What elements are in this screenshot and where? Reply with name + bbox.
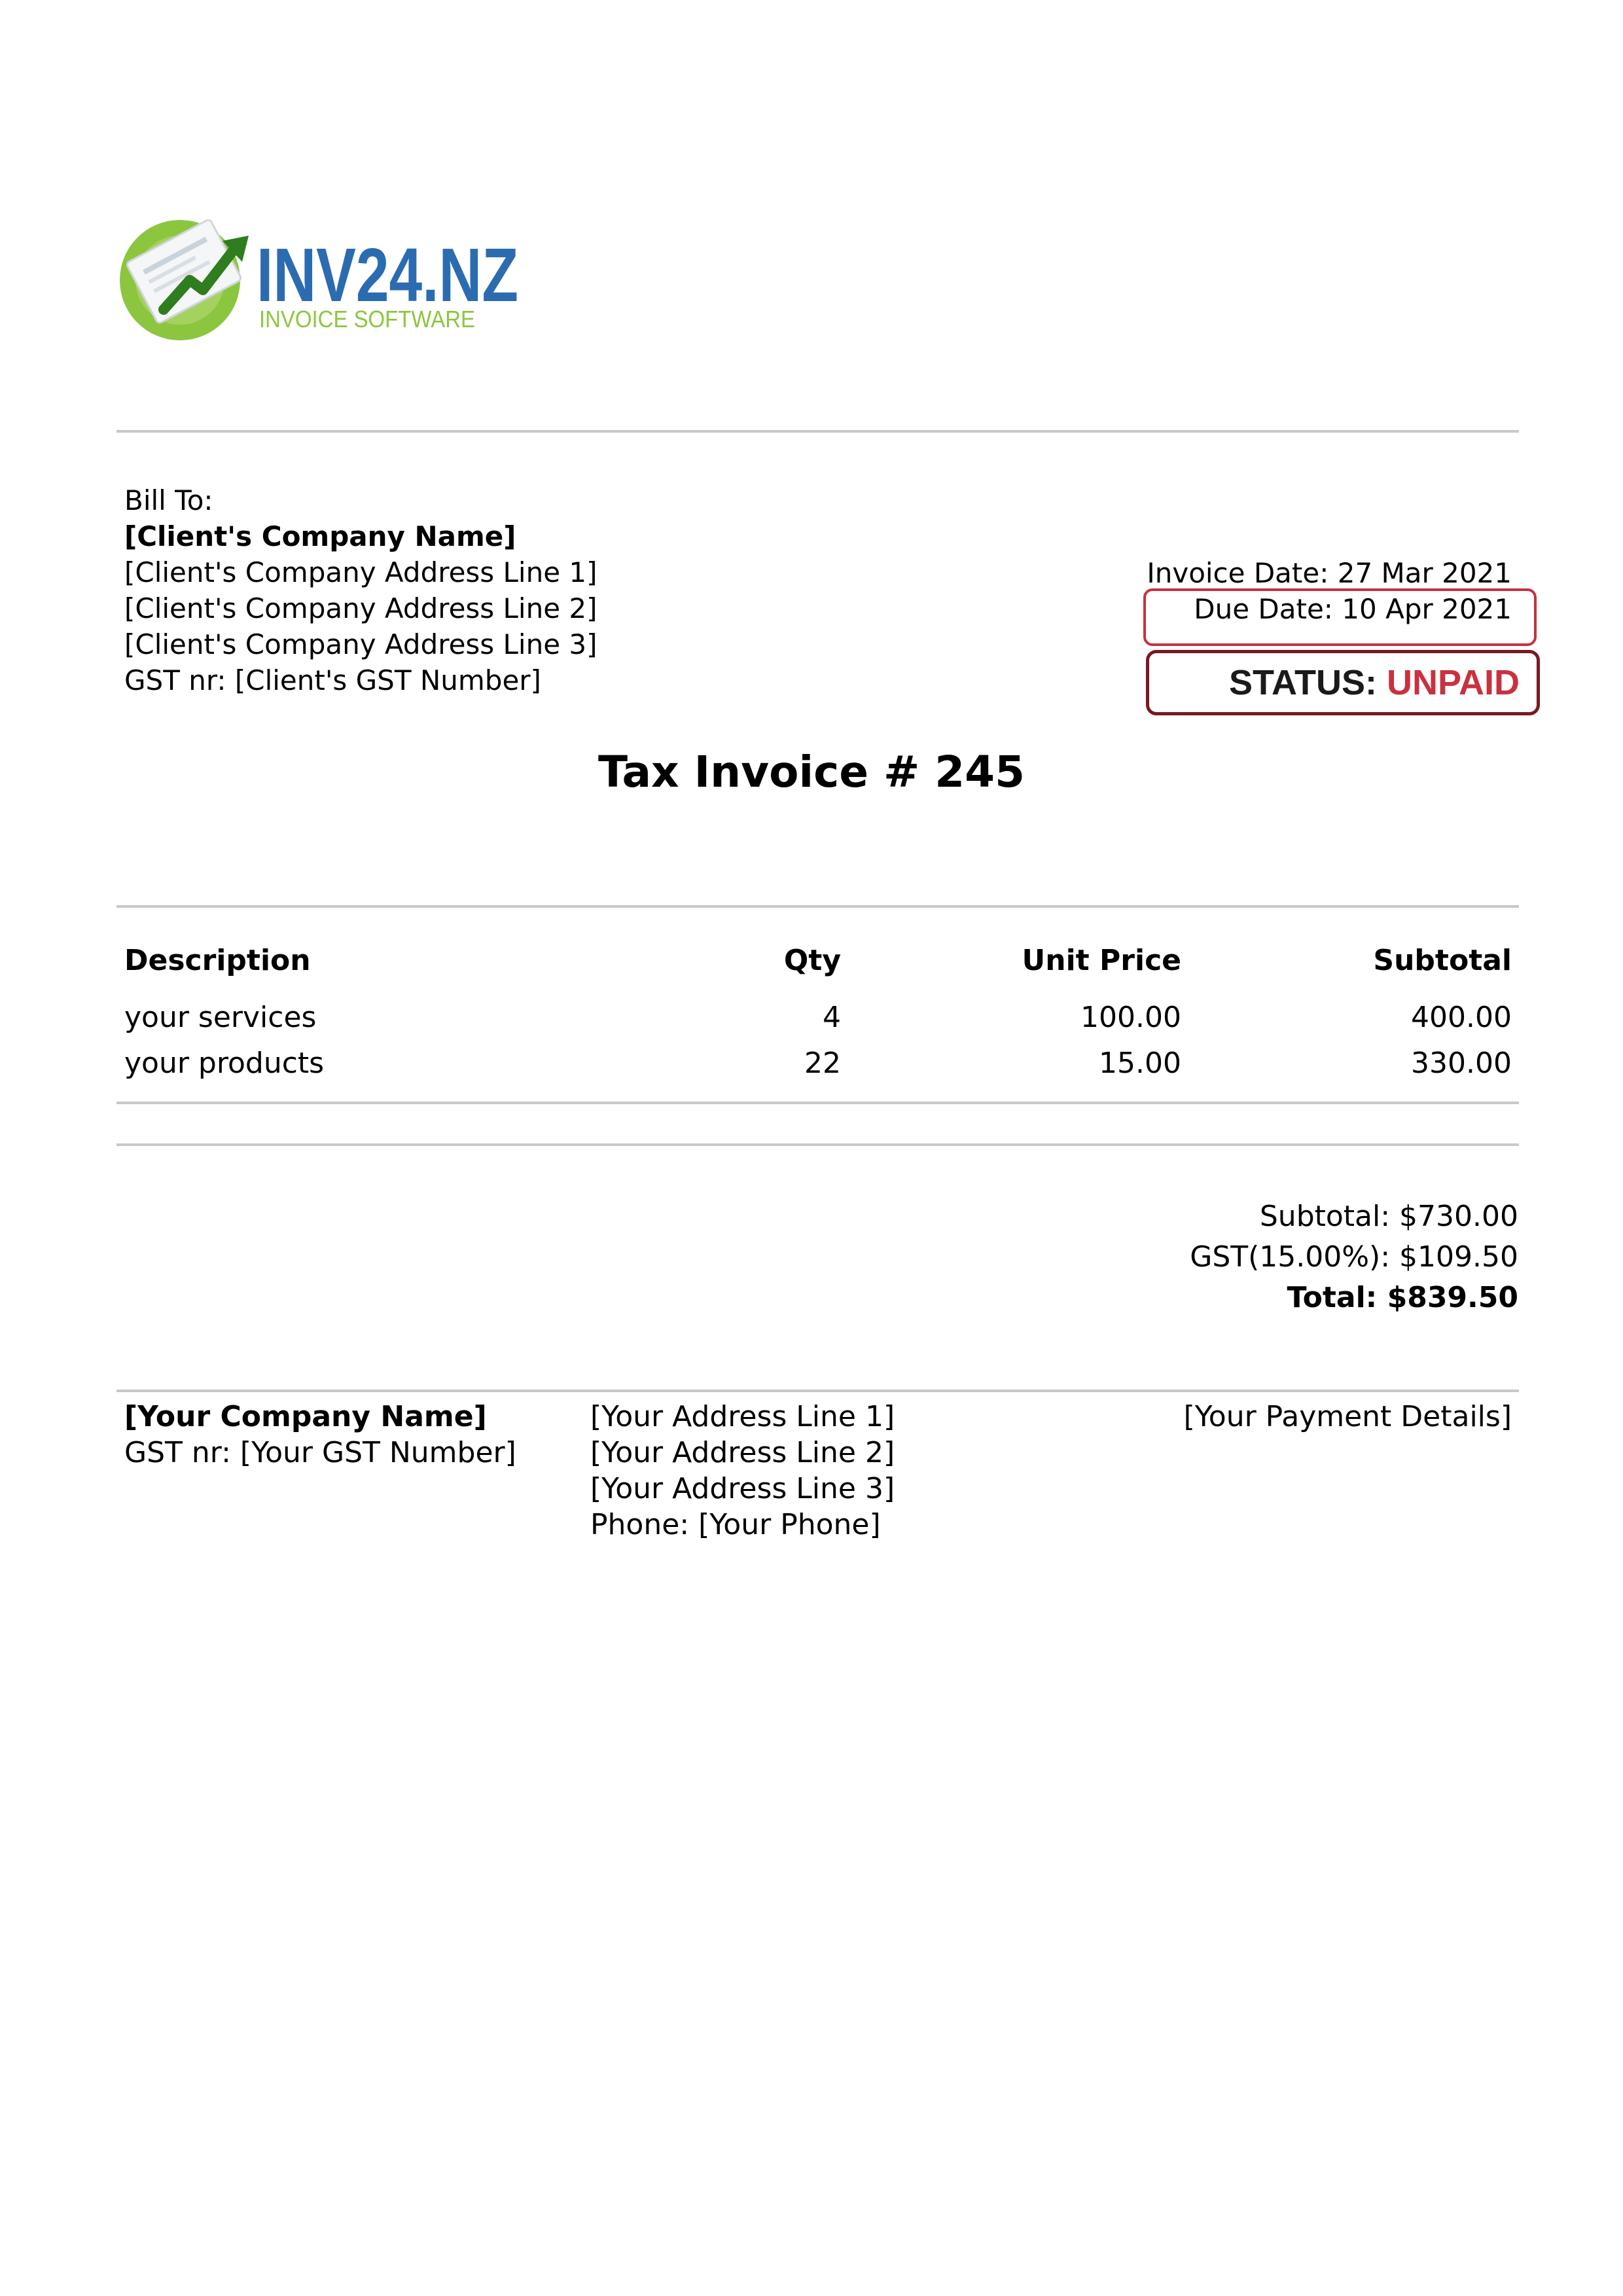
due-date-highlight xyxy=(1143,588,1537,646)
status-badge xyxy=(1146,650,1540,715)
status-label: STATUS: xyxy=(1229,663,1377,702)
totals-subtotal: Subtotal: $730.00 xyxy=(1259,1200,1518,1233)
table-top-divider xyxy=(116,905,1519,908)
footer-address-block xyxy=(590,1399,895,1543)
footer-phone: Phone: [Your Phone] xyxy=(590,1508,881,1541)
footer-address-line-3: [Your Address Line 3] xyxy=(590,1472,895,1505)
row-2-subtotal: 330.00 xyxy=(1411,1047,1512,1080)
client-address-line-3: [Client's Company Address Line 3] xyxy=(124,628,597,660)
col-header-description: Description xyxy=(124,944,311,977)
footer-company-name: [Your Company Name] xyxy=(124,1400,487,1433)
footer-gst-number: GST nr: [Your GST Number] xyxy=(124,1436,516,1469)
footer-divider xyxy=(116,1390,1519,1392)
due-date: Due Date: 10 Apr 2021 xyxy=(1194,593,1512,625)
row-2-qty: 22 xyxy=(804,1047,841,1080)
totals-divider xyxy=(116,1143,1519,1146)
footer-address-line-1: [Your Address Line 1] xyxy=(590,1400,895,1433)
totals-gst: GST(15.00%): $109.50 xyxy=(1190,1240,1518,1274)
invoice-title: Tax Invoice # 245 xyxy=(597,747,1026,797)
logo-brand: INV24.NZ xyxy=(257,232,518,317)
row-2-description: your products xyxy=(124,1047,325,1080)
totals-total: Total: $839.50 xyxy=(1287,1281,1518,1314)
client-company-name: [Client's Company Name] xyxy=(124,520,516,552)
row-1-unit-price: 100.00 xyxy=(1080,1001,1181,1034)
col-header-qty: Qty xyxy=(783,944,841,977)
status-value: UNPAID xyxy=(1386,663,1520,702)
company-logo xyxy=(118,208,524,346)
bill-to-block xyxy=(124,482,597,698)
col-header-unit-price: Unit Price xyxy=(1022,944,1181,977)
client-address-line-1: [Client's Company Address Line 1] xyxy=(124,556,597,588)
logo-tagline: INVOICE SOFTWARE xyxy=(259,306,475,332)
totals-block xyxy=(1190,1196,1518,1318)
footer-address-line-2: [Your Address Line 2] xyxy=(590,1436,895,1469)
row-1-qty: 4 xyxy=(823,1001,841,1034)
client-address-line-2: [Client's Company Address Line 2] xyxy=(124,592,597,624)
row-2-unit-price: 15.00 xyxy=(1099,1047,1181,1080)
invoice-date: Invoice Date: 27 Mar 2021 xyxy=(1147,557,1512,589)
footer-company-block xyxy=(124,1399,516,1471)
header-divider xyxy=(116,430,1519,433)
client-gst-number: GST nr: [Client's GST Number] xyxy=(124,664,541,696)
footer-payment-details: [Your Payment Details] xyxy=(1183,1400,1512,1433)
row-1-description: your services xyxy=(124,1001,317,1034)
col-header-subtotal: Subtotal xyxy=(1373,944,1512,977)
row-1-subtotal: 400.00 xyxy=(1411,1001,1512,1034)
table-bottom-divider xyxy=(116,1102,1519,1104)
bill-to-label: Bill To: xyxy=(124,484,213,516)
